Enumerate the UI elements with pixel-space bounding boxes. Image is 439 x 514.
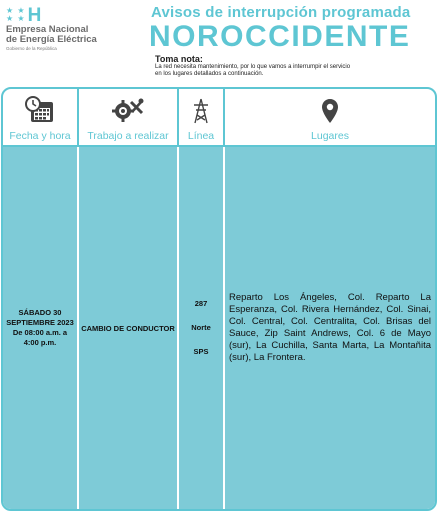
note-title: Toma nota: (155, 54, 203, 64)
gear-tools-icon (111, 96, 145, 124)
note-body-2: en los lugares detallados a continuación. (155, 71, 264, 77)
note-body-1: La red necesita mantenimiento, por lo que vamos a interrumpir el servicio (155, 64, 351, 70)
date-day: SÁBADO 30 (18, 308, 62, 317)
note-block (155, 54, 435, 78)
calendar-clock-icon (25, 96, 55, 124)
logo-stars-icon: ★ ★ ★ ★ (6, 6, 26, 23)
work-text: CAMBIO DE CONDUCTOR (81, 323, 175, 333)
region-title: NOROCCIDENTE (149, 20, 411, 53)
outage-table (1, 87, 437, 511)
line-zone: Norte (191, 323, 211, 332)
cell-work (79, 147, 179, 509)
column-label-places: Lugares (311, 130, 349, 142)
column-header-line (179, 89, 225, 145)
power-tower-icon (192, 98, 210, 124)
org-sub: Gobierno de la República (6, 46, 57, 51)
date-month: SEPTIEMBRE 2023 (6, 318, 74, 327)
column-header-work (79, 89, 179, 145)
time-end: 4:00 p.m. (23, 338, 57, 347)
line-city: SPS (193, 347, 209, 356)
org-name-line2: de Energía Eléctrica (6, 34, 97, 45)
column-header-places (225, 89, 435, 145)
column-label-line: Línea (187, 130, 215, 142)
header-title-block (149, 4, 431, 52)
cell-date (3, 147, 79, 509)
logo-h-icon: H (27, 4, 42, 26)
cell-line (179, 147, 225, 509)
time-start: De 08:00 a.m. a (12, 328, 68, 337)
column-label-date: Fecha y hora (9, 130, 71, 142)
page-title: Avisos de interrupción programada (151, 4, 411, 21)
places-text: Reparto Los Ángeles, Col. Reparto La Esperanza, Col. Rivera Hernández, Col. Sinai, Col. Central, Col. Centralita, Col. Brisas del Sauce, Zip Saint Andrews, Col. 6 de Mayo (sur), La Cuchilla, Santa Marta, La Montañita (sur), La Frontera. (229, 292, 431, 363)
line-number: 287 (194, 299, 208, 308)
org-name-line1: Empresa Nacional (6, 24, 89, 35)
enee-logo (6, 5, 146, 51)
table-row (3, 145, 435, 509)
cell-places (225, 147, 435, 509)
location-pin-icon (321, 98, 339, 124)
logo-mark (6, 5, 146, 25)
column-header-date (3, 89, 79, 145)
column-label-work: Trabajo a realizar (87, 130, 169, 142)
table-header (3, 89, 435, 145)
